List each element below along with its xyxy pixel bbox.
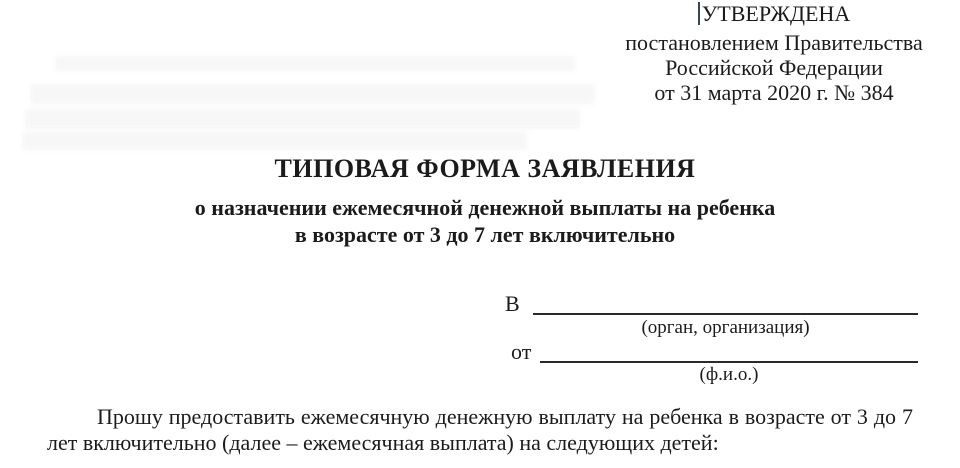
document-subtitle	[10, 194, 960, 248]
scan-bleed-line	[30, 84, 595, 104]
request-paragraph: Прошу предоставить ежемесячную денежную выплату на ребенка в возрасте от 3 до 7 лет включительно (далее – ежемесячная выплата) на следующих детей:	[47, 404, 913, 455]
field-to-label: В	[505, 291, 520, 316]
subtitle-line-1: о назначении ежемесячной денежной выплаты на ребенка	[194, 195, 776, 220]
subtitle-line-2: в возрасте от 3 до 7 лет включительно	[294, 222, 676, 247]
scan-bleed-artifact	[0, 0, 640, 170]
field-to-input[interactable]	[533, 291, 918, 315]
scan-bleed-line	[22, 132, 527, 150]
scan-bleed-line	[55, 56, 575, 71]
text-cursor	[698, 2, 700, 25]
approval-block	[625, 1, 923, 105]
approval-line-2: постановлением Правительства	[625, 30, 923, 55]
field-from-caption: (ф.и.о.)	[699, 364, 759, 385]
field-to-caption: (орган, организация)	[641, 317, 810, 338]
approval-text: УТВЕРЖДЕНА	[701, 1, 851, 26]
approval-line-4: от 31 марта 2020 г. № 384	[654, 80, 894, 105]
field-from-input[interactable]	[540, 339, 918, 363]
approval-line-1	[698, 1, 851, 26]
scan-bleed-line	[25, 109, 580, 129]
field-from-label: от	[511, 339, 532, 364]
approval-line-3: Российской Федерации	[665, 55, 883, 80]
document-title: ТИПОВАЯ ФОРМА ЗАЯВЛЕНИЯ	[274, 154, 696, 183]
